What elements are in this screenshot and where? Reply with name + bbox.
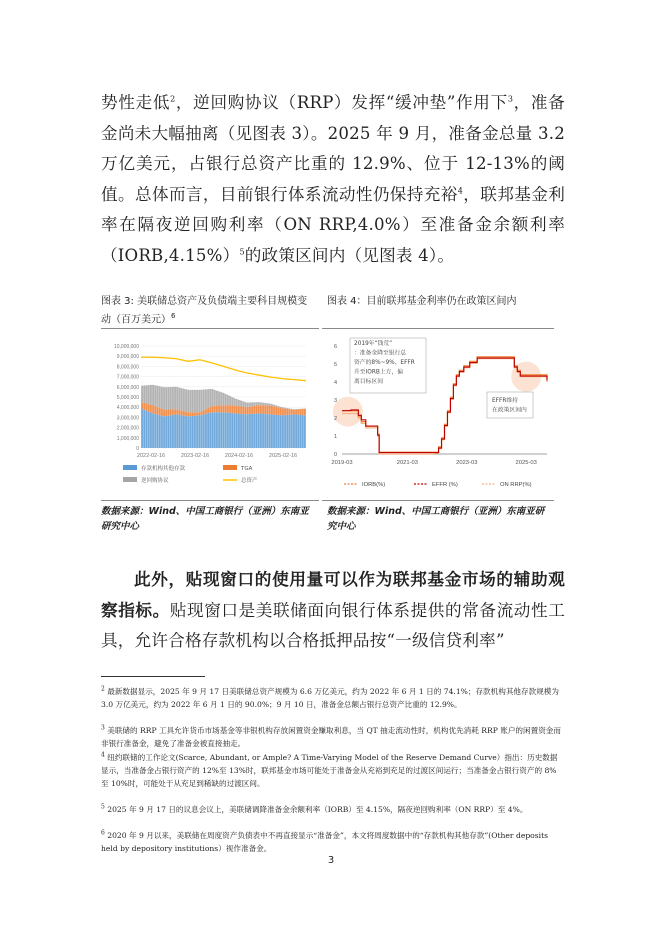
x-tick-label: 2025-03	[515, 460, 537, 466]
footnote-ref[interactable]: 5	[239, 246, 245, 256]
legend-label: ON RRP(%)	[500, 482, 532, 488]
y-tick-label: 6	[333, 344, 337, 350]
legend-label: TGA	[241, 466, 253, 472]
footnote-ref[interactable]: 6	[171, 312, 176, 320]
page-number: 3	[327, 855, 335, 866]
y-tick-label: 2,000,000	[116, 425, 139, 432]
text-segment: 的政策区间内（见图表 4）。	[244, 245, 455, 265]
footnote-text: 2020 年 9 月以来，美联储在周度资产负债表中不再直接显示“准备金”，本文将周度数据中的“存款机构其他存款”(Other deposits held by depository institutions）视作准备金。	[101, 831, 549, 853]
y-tick-label: 7,000,000	[116, 374, 139, 381]
footnote-text: 纽约联储的工作论文(Scarce, Abundant, or Ample? A Time-Varying Model of the Reserve Demand Curve）指出：历史数据显示，当准备金占银行资产的 12%至 13%时，联邦基金市场可能处于准备金从充裕到充足的过渡区间运行；当准备金占银行资产的 8%至 10%时，可能处于从充足到稀缺的过渡区间。	[101, 753, 558, 788]
total-assets-line	[141, 357, 306, 380]
legend-label: 存款机构其他存款	[141, 466, 186, 472]
legend-swatch	[123, 477, 137, 482]
annotation-box	[487, 392, 533, 418]
y-tick-label: 9,000,000	[116, 354, 139, 361]
figure-3-source: 数据来源：Wind、中国工商银行（亚洲）东南亚研究中心	[101, 506, 309, 532]
y-tick-label: 0	[333, 452, 337, 458]
footnote-2	[101, 685, 563, 711]
figure-3-title	[101, 294, 311, 327]
footnote-text: 2025 年 9 月 17 日的议息会议上，美联储调降准备金余额利率（IORB）至 4.15%，隔夜逆回购利率（ON RRP）至 4%。	[107, 805, 528, 814]
legend-swatch	[223, 465, 237, 470]
legend-swatch	[123, 465, 137, 470]
footnote-ref[interactable]: 4	[457, 185, 464, 195]
x-tick-label: 2024-02-16	[224, 453, 254, 459]
x-tick-label: 2025-02-16	[268, 453, 298, 459]
footnote-6	[101, 829, 563, 855]
footnote-4	[101, 751, 563, 790]
y-tick-label: 5,000,000	[116, 395, 139, 401]
y-tick-label: 3	[333, 398, 337, 404]
figure-3-top-rule	[101, 328, 319, 329]
y-tick-label: 10,000,000	[113, 344, 139, 350]
text-segment: 贴现窗口是美联储面向银行体系提供的常备流动性工具，允许合格存款机构以合格抵押品按“一级信贷利率”	[101, 600, 565, 650]
body-paragraph-1	[101, 88, 565, 271]
figure-3-bottom-rule	[101, 500, 319, 501]
text-segment: 势性走低	[101, 93, 171, 112]
y-tick-label: 1,000,000	[116, 435, 139, 442]
x-tick-label: 2021-03	[396, 460, 419, 466]
y-tick-label: 0	[136, 446, 139, 452]
text-segment: ，联邦基金利率在隔夜逆回购利率（ON RRP,4.0%）至准备金余额利率（IORB,4.15%）	[101, 184, 565, 265]
footnote-separator	[101, 676, 205, 677]
legend-label: EFFR (%)	[432, 482, 458, 488]
x-tick-label: 2019-03	[331, 460, 353, 466]
text-segment: ，准备金尚未大幅抽离（见图表 3）。2025 年 9 月，准备金总量 3.2 万亿美元，占银行总资产比重的 12.9%、位于 12-13%的阈值。总体而言，目前银行体系流动性仍保持充裕	[101, 93, 565, 204]
y-tick-label: 2	[333, 416, 337, 422]
fed-balance-sheet-chart	[101, 336, 316, 496]
text-segment: ，逆回购协议（RRP）发挥“缓冲垫”作用下	[175, 93, 508, 112]
figure-3-title-text: 图表 3: 美联储总资产及负债端主要科目规模变动（百万美元）	[101, 296, 308, 326]
y-tick-label: 5	[333, 362, 337, 368]
x-tick-label: 2022-02-16	[136, 453, 166, 459]
footnote-number: 2	[101, 685, 105, 693]
figure-4-source: 数据来源：Wind、中国工商银行（亚洲）东南亚研究中心	[327, 506, 545, 532]
footnote-ref[interactable]: 2	[170, 94, 176, 104]
y-tick-label: 4	[333, 380, 337, 386]
legend-label: 逆回购协议	[141, 478, 169, 484]
annotation-text: 2019年“钱荒”：准备金降至银行总资产的8%~9%、EFFR 升至IORB上方，偏离目标区间	[354, 341, 415, 385]
fed-funds-rate-chart	[322, 334, 554, 496]
body-paragraph-2	[101, 565, 565, 657]
figure-4-bottom-rule	[322, 500, 554, 501]
footnote-3	[101, 724, 563, 750]
y-tick-label: 4,000,000	[116, 405, 139, 412]
y-tick-label: 3,000,000	[116, 415, 139, 422]
legend-label: IORB(%)	[362, 482, 386, 488]
footnote-number: 4	[101, 751, 105, 759]
annotation-text: EFFR维持在政策区间内	[492, 398, 527, 414]
bold-lead-sentence: 此外，贴现窗口的使用量可以作为联邦基金市场的辅助观察指标。	[101, 570, 565, 620]
footnote-number: 6	[101, 829, 105, 837]
legend-label: 总资产	[241, 478, 258, 484]
footnote-ref[interactable]: 3	[507, 94, 514, 104]
footnote-number: 5	[101, 803, 105, 811]
y-tick-label: 8,000,000	[116, 364, 139, 371]
y-tick-label: 1	[333, 434, 337, 440]
figure-4-top-rule	[322, 328, 554, 329]
footnote-number: 3	[101, 724, 105, 732]
x-tick-label: 2023-02-16	[180, 453, 210, 459]
footnote-text: 美联储的 RRP 工具允许货币市场基金等非银机构存放闲置资金赚取利息，当 QT 抽走流动性时，机构优先消耗 RRP 账户的闲置资金而非银行准备金，避免了准备金被直接抽走。	[101, 726, 561, 748]
footnote-text: 最新数据显示，2025 年 9 月 17 日美联储总资产规模为 6.6 万亿美元，约为 2022 年 6 月 1 日的 74.1%；存款机构其他存款规模为 3.0 万亿美元，约为 2022 年 6 月 1 日的 90.0%；9 月 10 日，准备金总额占银行总资产比重的 12.9%。	[101, 687, 559, 709]
footnote-5	[101, 803, 563, 816]
x-tick-label: 2023-03	[456, 460, 478, 466]
figure-4-title: 图表 4：目前联邦基金利率仍在政策区间内	[327, 296, 517, 307]
y-tick-label: 6,000,000	[116, 384, 139, 391]
